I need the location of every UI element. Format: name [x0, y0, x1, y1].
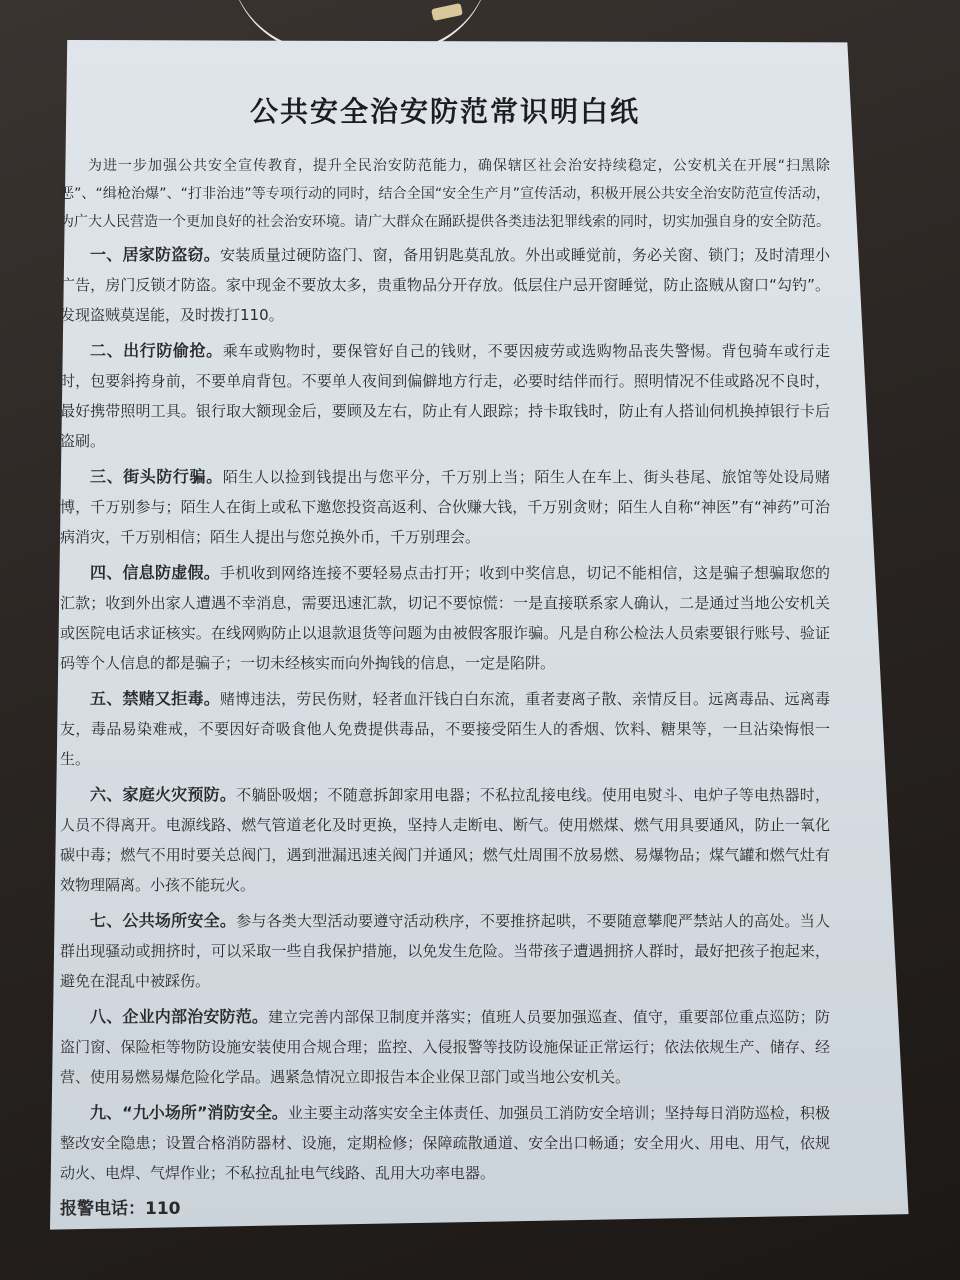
- section-body: 安装质量过硬防盗门、窗，备用钥匙莫乱放。外出或睡觉前，务必关窗、锁门；及时清理小广告，房门反锁才防盗。家中现金不要放太多，贵重物品分开存放。低层住户忌开窗睡觉，防止盗贼从窗口“勾钓”。发现盗贼莫逞能，及时拨打110。: [60, 246, 830, 324]
- police-hotline: 报警电话：110: [60, 1199, 181, 1219]
- section-5: [60, 684, 830, 774]
- section-4: [60, 558, 830, 678]
- document-title: 公共安全治安防范常识明白纸: [249, 95, 640, 128]
- section-title: 五、禁赌又拒毒。: [90, 689, 221, 708]
- section-3: [60, 462, 830, 552]
- section-title: 八、企业内部治安防范。: [90, 1007, 269, 1026]
- section-title: 二、出行防偷抢。: [90, 341, 223, 360]
- section-title: 六、家庭火灾预防。: [90, 785, 237, 804]
- intro-paragraph: 为进一步加强公共安全宣传教育，提升全民治安防范能力，确保辖区社会治安持续稳定，公安机关在开展“扫黑除恶”、“缉枪治爆”、“打非治违”等专项行动的同时，结合全国“安全生产月”宣传活动，积极开展公共安全治安防范宣传活动，为广大人民营造一个更加良好的社会治安环境。请广大群众在踊跃提供各类违法犯罪线索的同时，切实加强自身的安全防范。: [60, 158, 830, 230]
- section-body: 业主要主动落实安全主体责任、加强员工消防安全培训；坚持每日消防巡检，积极整改安全隐患；设置合格消防器材、设施，定期检修；保障疏散通道、安全出口畅通；安全用火、用电、用气，依规动火、电焊、气焊作业；不私拉乱扯电气线路、乱用大功率电器。: [60, 1104, 830, 1182]
- section-title: 四、信息防虚假。: [90, 563, 221, 582]
- section-title: 七、公共场所安全。: [90, 911, 237, 930]
- section-body: 陌生人以捡到钱提出与您平分，千万别上当；陌生人在车上、街头巷尾、旅馆等处设局赌博，千万别参与；陌生人在街上或私下邀您投资高返利、合伙赚大钱，千万别贪财；陌生人自称“神医”有“神药”可治病消灾，千万别相信；陌生人提出与您兑换外币，千万别理会。: [60, 468, 830, 546]
- section-7: [60, 906, 830, 996]
- section-body: 手机收到网络连接不要轻易点击打开；收到中奖信息，切记不能相信，这是骗子想骗取您的汇款；收到外出家人遭遇不幸消息，需要迅速汇款，切记不要惊慌：一是直接联系家人确认，二是通过当地公安机关或医院电话求证核实。在线网购防止以退款退货等问题为由被假客服诈骗。凡是自称公检法人员索要银行账号、验证码等个人信息的都是骗子；一切未经核实而向外掏钱的信息，一定是陷阱。: [60, 564, 830, 672]
- section-body: 建立完善内部保卫制度并落实；值班人员要加强巡查、值守，重要部位重点巡防；防盗门窗、保险柜等物防设施安装使用合规合理；监控、入侵报警等技防设施保证正常运行；依法依规生产、储存、经营、使用易燃易爆危险化学品。遇紧急情况立即报告本企业保卫部门或当地公安机关。: [60, 1008, 830, 1086]
- section-body: 参与各类大型活动要遵守活动秩序，不要推挤起哄，不要随意攀爬严禁站人的高处。当人群出现骚动或拥挤时，可以采取一些自我保护措施，以免发生危险。当带孩子遭遇拥挤人群时，最好把孩子抱起来，避免在混乱中被踩伤。: [60, 912, 830, 990]
- document-content: [60, 90, 830, 1219]
- section-body: 乘车或购物时，要保管好自己的钱财，不要因疲劳或选购物品丧失警惕。背包骑车或行走时，包要斜挎身前，不要单肩背包。不要单人夜间到偏僻地方行走，必要时结伴而行。照明情况不佳或路况不良时，最好携带照明工具。银行取大额现金后，要顾及左右，防止有人跟踪；持卡取钱时，防止有人搭讪伺机换掉银行卡后盗刷。: [60, 342, 830, 450]
- section-8: [60, 1002, 830, 1092]
- section-title: 三、街头防行骗。: [90, 467, 223, 486]
- section-6: [60, 780, 830, 900]
- section-body: 不躺卧吸烟；不随意拆卸家用电器；不私拉乱接电线。使用电熨斗、电炉子等电热器时，人员不得离开。电源线路、燃气管道老化及时更换，坚持人走断电、断气。使用燃煤、燃气用具要通风，防止一氧化碳中毒；燃气不用时要关总阀门，遇到泄漏迅速关阀门并通风；燃气灶周围不放易燃、易爆物品；煤气罐和燃气灶有效物理隔离。小孩不能玩火。: [60, 786, 830, 894]
- section-body: 赌博违法，劳民伤财，轻者血汗钱白白东流，重者妻离子散、亲情反目。远离毒品、远离毒友，毒品易染难戒，不要因好奇吸食他人免费提供毒品，不要接受陌生人的香烟、饮料、糖果等，一旦沾染悔恨一生。: [60, 690, 830, 768]
- section-2: [60, 336, 830, 456]
- section-title: 一、居家防盗窃。: [90, 245, 221, 264]
- section-1: [60, 240, 830, 330]
- section-9: [60, 1098, 830, 1188]
- section-title: 九、“九小场所”消防安全。: [90, 1103, 288, 1122]
